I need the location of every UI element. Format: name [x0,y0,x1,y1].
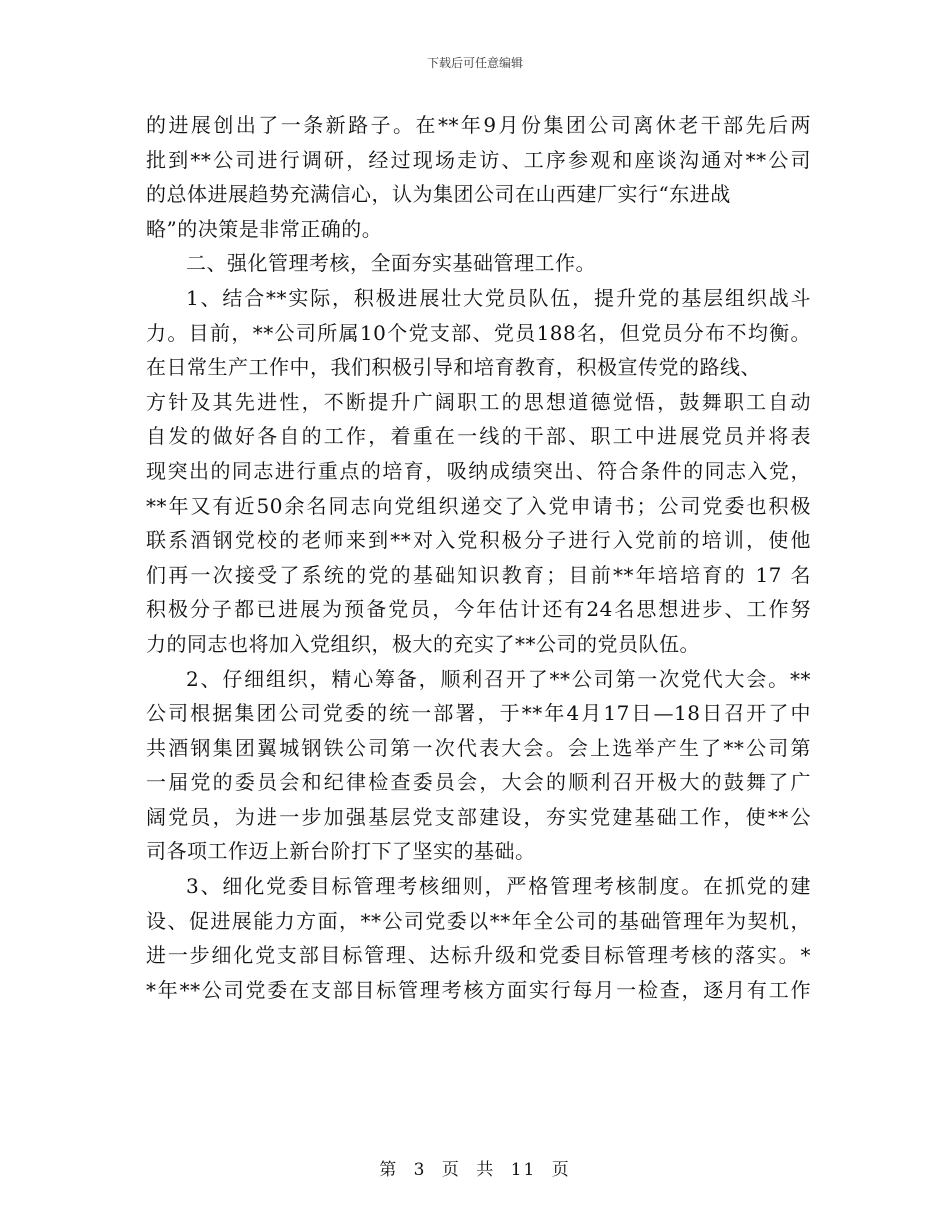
text-line: 们再一次接受了系统的党的基础知识教育；目前**年培培育的 17 名 [146,562,811,587]
text-line: 公司根据集团公司党委的统一部署，于**年4月17日—18日召开了中 [146,701,811,726]
text-line: 略”的决策是非常正确的。 [146,216,383,241]
footer-label-total: 共 [476,1160,496,1180]
text-line: 的总体进展趋势充满信心，认为集团公司在山西建厂实行“东进战 [146,182,731,207]
text-line: 司各项工作迈上新台阶打下了坚实的基础。 [146,839,536,864]
footer-total-pages: 11 [510,1160,537,1180]
text-line: 力的同志也将加入党组织，极大的充实了**公司的党员队伍。 [146,631,700,656]
text-line: 设、促进展能力方面，**公司党委以**年全公司的基础管理年为契机， [146,908,811,933]
text-line: *年**公司党委在支部目标管理考核方面实行每月一检查，逐月有工作 [146,977,811,1002]
text-line: 联系酒钢党校的老师来到**对入党积极分子进行入党前的培训，使他 [146,528,811,553]
page-header: 下载后可任意编辑 [426,56,523,70]
text-line: 共酒钢集团翼城钢铁公司第一次代表大会。会上选举产生了**公司第 [146,735,811,760]
text-line: 方针及其先进性，不断提升广阔职工的思想道德觉悟，鼓舞职工自动 [146,389,811,414]
text-line: 阔党员，为进一步加强基层党支部建设，夯实党建基础工作，使**公 [146,804,811,829]
text-line: 力。目前，**公司所属10个党支部、党员188名，但党员分布不均衡。 [146,320,811,345]
text-line: 3、细化党委目标管理考核细则，严格管理考核制度。在抓党的建 [186,874,811,899]
text-line: 的进展创出了一条新路子。在**年9月份集团公司离休老干部先后两 [146,113,811,137]
text-line: **年又有近50余名同志向党组织递交了入党申请书；公司党委也积极 [146,493,811,518]
footer-label-of: 页 [441,1160,461,1180]
text-line: 进一步细化党支部目标管理、达标升级和党委目标管理考核的落实。* [146,943,811,968]
document-body [146,108,811,1007]
text-line: 一届党的委员会和纪律检查委员会，大会的顺利召开极大的鼓舞了广 [146,770,811,795]
text-line: 积极分子都已进展为预备党员，今年估计还有24名思想进步、工作努 [146,597,811,622]
text-line: 批到**公司进行调研，经过现场走访、工序参观和座谈沟通对**公司 [146,147,811,172]
text-line: 现突出的同志进行重点的培育，吸纳成绩突出、符合条件的同志入党， [146,458,811,483]
text-line: 自发的做好各自的工作，着重在一线的干部、职工中进展党员并将表 [146,424,811,449]
text-line: 2、仔细组织，精心筹备，顺利召开了**公司第一次党代大会。** [186,666,811,691]
text-line: 二、强化管理考核，全面夯实基础管理工作。 [186,251,596,276]
page-footer [0,1155,950,1180]
text-line: 在日常生产工作中，我们积极引导和培育教育，积极宣传党的路线、 [146,355,761,380]
text-line: 1、结合**实际，积极进展壮大党员队伍，提升党的基层组织战斗 [186,285,811,310]
footer-label-page: 第 [379,1160,399,1180]
footer-current-page: 3 [413,1160,427,1180]
footer-label-end: 页 [551,1160,571,1180]
